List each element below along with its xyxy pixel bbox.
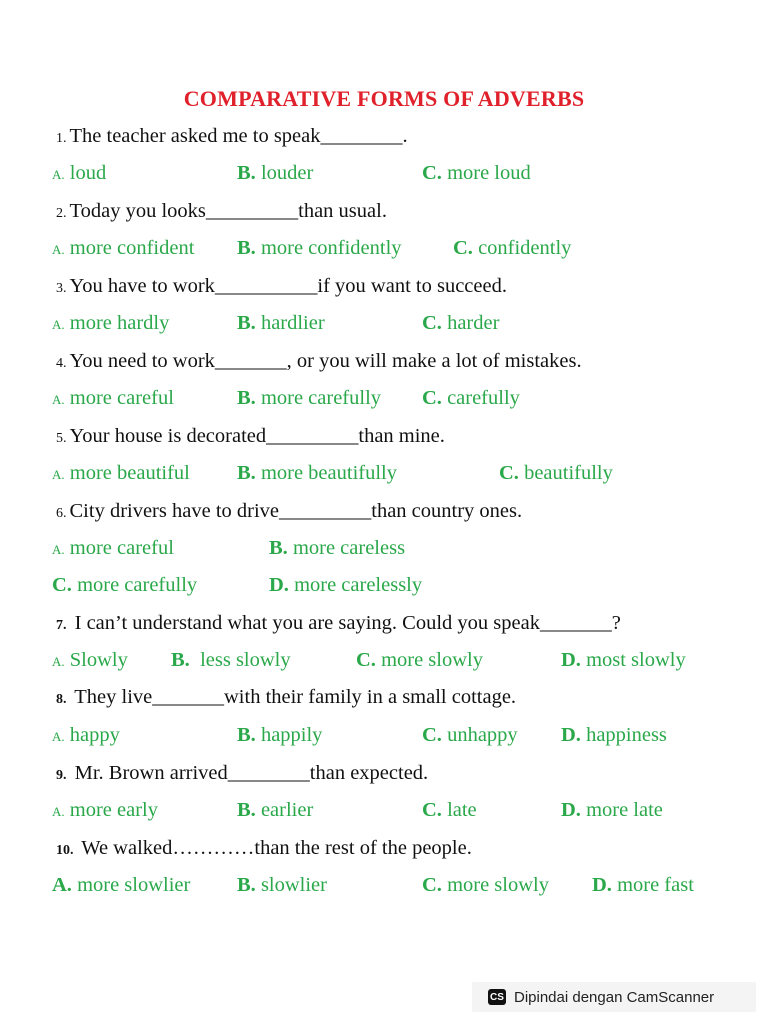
- question-number: 8.: [56, 692, 67, 707]
- question-text-end: than country ones.: [371, 500, 523, 522]
- option-letter: B.: [237, 799, 256, 821]
- option-text: more confidently: [255, 237, 402, 259]
- option-letter: C.: [422, 874, 442, 896]
- option-letter: A.: [52, 467, 65, 482]
- option-letter: C.: [52, 574, 72, 596]
- option-text: unhappy: [441, 724, 518, 746]
- option-6-d[interactable]: [269, 574, 422, 597]
- question-3: [56, 275, 507, 298]
- question-number: 10.: [56, 843, 74, 858]
- watermark-text: Dipindai dengan CamScanner: [514, 988, 715, 1006]
- option-10-b[interactable]: [237, 874, 327, 897]
- question-1: [56, 125, 408, 148]
- option-6-a[interactable]: [52, 537, 174, 560]
- option-8-b[interactable]: [237, 724, 322, 747]
- option-7-a[interactable]: [52, 649, 128, 672]
- option-9-c[interactable]: [422, 799, 477, 822]
- question-text-end: with their family in a small cottage.: [224, 686, 517, 708]
- option-9-b[interactable]: [237, 799, 313, 822]
- option-letter: D.: [561, 649, 581, 671]
- option-text: more confident: [64, 237, 195, 259]
- option-text: more hardly: [64, 312, 170, 334]
- question-text-end: than usual.: [298, 200, 387, 222]
- option-letter: D.: [592, 874, 612, 896]
- option-8-a[interactable]: [52, 724, 120, 747]
- option-text: happily: [255, 724, 323, 746]
- question-number: 7.: [56, 618, 67, 633]
- option-letter: B.: [237, 874, 256, 896]
- question-text: The teacher asked me to speak: [69, 125, 321, 147]
- question-number: 6.: [56, 506, 67, 521]
- option-letter: A.: [52, 167, 65, 182]
- option-text: less slowly: [189, 649, 291, 671]
- option-3-a[interactable]: [52, 312, 169, 335]
- option-letter: D.: [561, 724, 581, 746]
- question-8: [56, 686, 516, 709]
- option-text: more beautifully: [255, 462, 397, 484]
- answer-blank: __________: [214, 275, 318, 297]
- option-6-b[interactable]: [269, 537, 405, 560]
- answer-blank: _________: [266, 425, 359, 447]
- option-7-c[interactable]: [356, 649, 483, 672]
- question-9: [56, 762, 428, 785]
- question-text: Mr. Brown arrived: [69, 762, 228, 784]
- option-5-c[interactable]: [499, 462, 613, 485]
- option-letter: D.: [269, 574, 289, 596]
- option-9-d[interactable]: [561, 799, 663, 822]
- option-text: more carefully: [71, 574, 198, 596]
- question-text: We walked…………than the rest of the people.: [76, 837, 472, 859]
- option-text: beautifully: [518, 462, 613, 484]
- question-text-end: than mine.: [358, 425, 445, 447]
- option-4-a[interactable]: [52, 387, 174, 410]
- question-number: 9.: [56, 768, 67, 783]
- option-letter: B.: [237, 312, 256, 334]
- option-5-b[interactable]: [237, 462, 397, 485]
- option-letter: A.: [52, 729, 65, 744]
- option-text: harder: [441, 312, 500, 334]
- question-2: [56, 200, 387, 223]
- option-text: more carefully: [255, 387, 382, 409]
- camscanner-watermark: [472, 982, 756, 1012]
- answer-blank: ________: [227, 762, 310, 784]
- option-text: late: [441, 799, 477, 821]
- option-text: most slowly: [580, 649, 686, 671]
- question-text: They live: [69, 686, 153, 708]
- answer-blank: _______: [539, 612, 612, 634]
- option-8-d[interactable]: [561, 724, 667, 747]
- option-text: confidently: [472, 237, 572, 259]
- question-number: 2.: [56, 206, 67, 221]
- question-text: You have to work: [69, 275, 215, 297]
- option-2-c[interactable]: [453, 237, 571, 260]
- option-letter: A.: [52, 874, 72, 896]
- option-text: more slowlier: [71, 874, 191, 896]
- option-text: loud: [64, 162, 107, 184]
- option-text: hardlier: [255, 312, 325, 334]
- option-text: more early: [64, 799, 158, 821]
- question-5: [56, 425, 445, 448]
- option-text: more late: [580, 799, 663, 821]
- option-text: Slowly: [64, 649, 128, 671]
- option-2-a[interactable]: [52, 237, 194, 260]
- option-1-c[interactable]: [422, 162, 531, 185]
- question-4: [56, 350, 582, 373]
- question-7: [56, 612, 621, 635]
- option-letter: C.: [422, 162, 442, 184]
- option-letter: A.: [52, 804, 65, 819]
- option-text: louder: [255, 162, 314, 184]
- camscanner-logo-icon: CS: [488, 989, 506, 1005]
- option-letter: B.: [237, 387, 256, 409]
- option-letter: B.: [237, 462, 256, 484]
- option-10-a[interactable]: [52, 874, 190, 897]
- option-letter: D.: [561, 799, 581, 821]
- option-3-b[interactable]: [237, 312, 325, 335]
- question-number: 3.: [56, 281, 67, 296]
- option-text: happiness: [580, 724, 667, 746]
- option-text: earlier: [255, 799, 314, 821]
- answer-blank: _________: [279, 500, 372, 522]
- option-text: more beautiful: [64, 462, 190, 484]
- question-text-end: ?: [611, 612, 621, 634]
- option-7-d[interactable]: [561, 649, 686, 672]
- option-letter: B.: [237, 724, 256, 746]
- question-text-end: .: [402, 125, 408, 147]
- option-text: more loud: [441, 162, 531, 184]
- question-text-end: if you want to succeed.: [317, 275, 507, 297]
- option-letter: B.: [237, 237, 256, 259]
- option-4-c[interactable]: [422, 387, 520, 410]
- option-text: carefully: [441, 387, 520, 409]
- option-5-a[interactable]: [52, 462, 190, 485]
- option-7-b[interactable]: [171, 649, 291, 672]
- option-letter: A.: [52, 392, 65, 407]
- option-text: more careful: [64, 387, 174, 409]
- option-text: more careful: [64, 537, 174, 559]
- option-2-b[interactable]: [237, 237, 402, 260]
- option-letter: C.: [499, 462, 519, 484]
- option-text: more slowly: [375, 649, 483, 671]
- option-letter: C.: [453, 237, 473, 259]
- option-6-c[interactable]: [52, 574, 197, 597]
- option-9-a[interactable]: [52, 799, 158, 822]
- option-letter: C.: [422, 799, 442, 821]
- answer-blank: ________: [320, 125, 403, 147]
- option-text: more slowly: [441, 874, 549, 896]
- question-number: 1.: [56, 131, 67, 146]
- option-letter: B.: [269, 537, 288, 559]
- option-letter: B.: [237, 162, 256, 184]
- page-title: COMPARATIVE FORMS OF ADVERBS: [183, 86, 585, 111]
- answer-blank: _______: [214, 350, 287, 372]
- option-letter: A.: [52, 542, 65, 557]
- option-1-a[interactable]: [52, 162, 106, 185]
- option-text: more carelessly: [288, 574, 423, 596]
- option-letter: A.: [52, 242, 65, 257]
- question-text-end: , or you will make a lot of mistakes.: [286, 350, 582, 372]
- option-letter: C.: [422, 312, 442, 334]
- option-letter: B.: [171, 649, 190, 671]
- option-letter: C.: [422, 387, 442, 409]
- option-letter: A.: [52, 654, 65, 669]
- option-4-b[interactable]: [237, 387, 381, 410]
- question-text: Today you looks: [69, 200, 206, 222]
- question-text: Your house is decorated: [69, 425, 267, 447]
- question-6: [56, 500, 522, 523]
- option-text: more careless: [287, 537, 406, 559]
- option-letter: C.: [356, 649, 376, 671]
- question-text: You need to work: [69, 350, 215, 372]
- option-1-b[interactable]: [237, 162, 313, 185]
- option-8-c[interactable]: [422, 724, 518, 747]
- question-10: [56, 837, 472, 860]
- question-number: 4.: [56, 356, 67, 371]
- option-letter: C.: [422, 724, 442, 746]
- question-text: I can’t understand what you are saying. Could you speak: [69, 612, 540, 634]
- option-text: more fast: [611, 874, 694, 896]
- question-text: City drivers have to drive: [69, 500, 280, 522]
- answer-blank: _______: [152, 686, 224, 708]
- question-number: 5.: [56, 431, 67, 446]
- question-text-end: than expected.: [309, 762, 429, 784]
- answer-blank: _________: [205, 200, 299, 222]
- option-text: happy: [64, 724, 120, 746]
- option-letter: A.: [52, 317, 65, 332]
- option-10-d[interactable]: [592, 874, 694, 897]
- option-3-c[interactable]: [422, 312, 499, 335]
- option-text: slowlier: [255, 874, 327, 896]
- option-10-c[interactable]: [422, 874, 549, 897]
